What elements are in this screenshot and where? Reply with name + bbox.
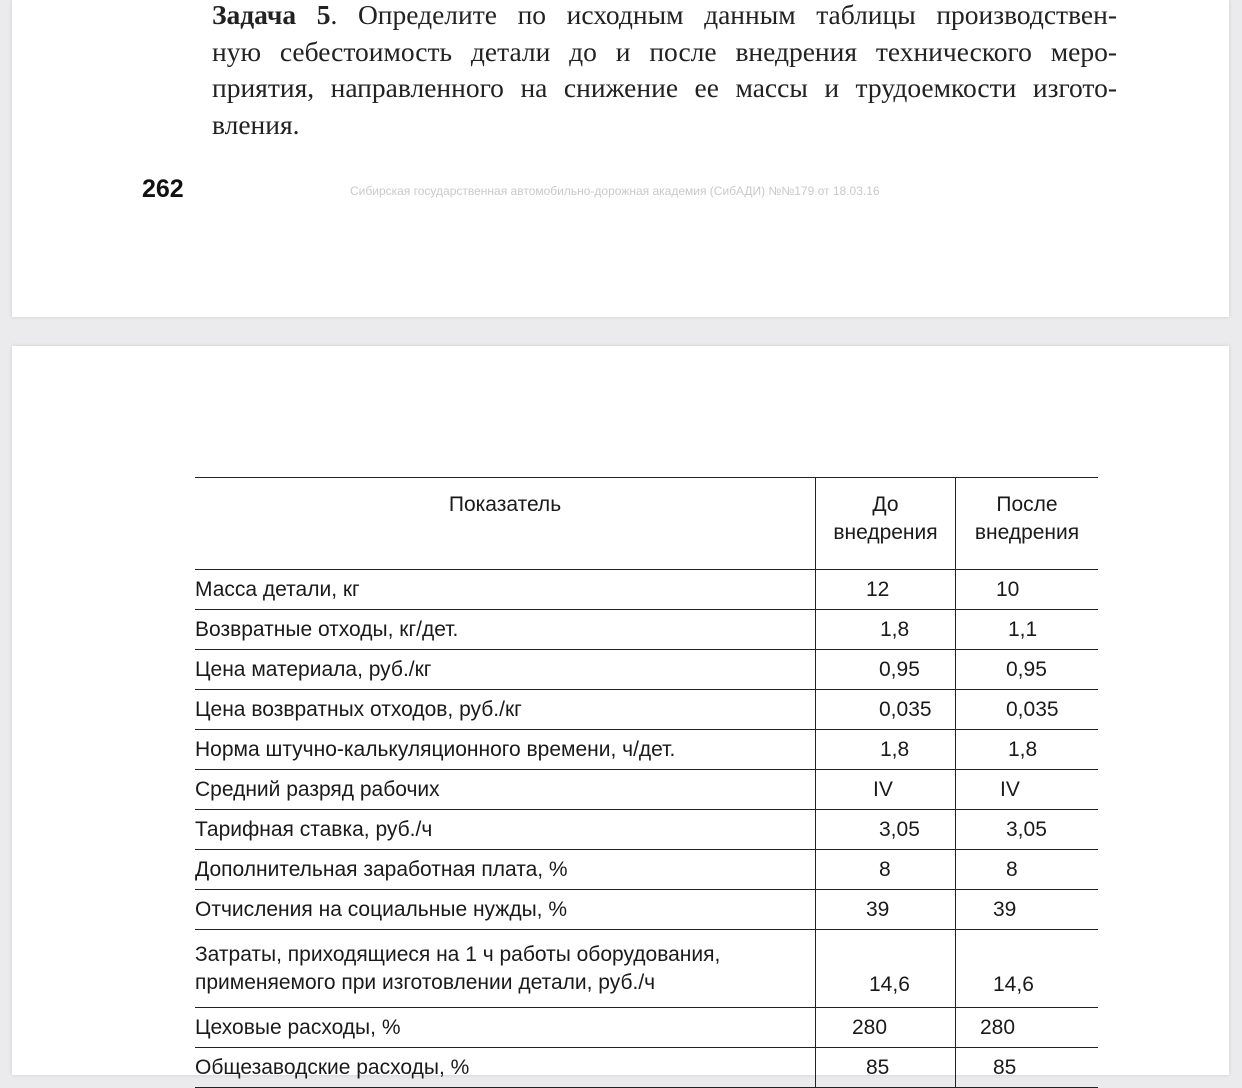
row-label: Масса детали, кг bbox=[195, 570, 816, 610]
row-after: 0,035 bbox=[956, 690, 1099, 730]
table-row bbox=[195, 1048, 1098, 1088]
row-before: 85 bbox=[816, 1048, 956, 1088]
task-text bbox=[212, 0, 1117, 143]
row-before: 12 bbox=[816, 570, 956, 610]
task-line-2: ную себестоимость детали до и после внедрения технического меро- bbox=[212, 35, 1117, 67]
row-label: Тарифная ставка, руб./ч bbox=[195, 810, 816, 850]
row-label: Цеховые расходы, % bbox=[195, 1008, 816, 1048]
table-row bbox=[195, 730, 1098, 770]
row-before: 14,6 bbox=[816, 930, 956, 1008]
table-row bbox=[195, 650, 1098, 690]
row-after: 3,05 bbox=[956, 810, 1099, 850]
row-label: Отчисления на социальные нужды, % bbox=[195, 890, 816, 930]
row-after: 1,1 bbox=[956, 610, 1099, 650]
row-before: 0,95 bbox=[816, 650, 956, 690]
row-after: 10 bbox=[956, 570, 1099, 610]
row-after: 0,95 bbox=[956, 650, 1099, 690]
table-row bbox=[195, 610, 1098, 650]
table-row bbox=[195, 850, 1098, 890]
page-number: 262 bbox=[142, 175, 184, 203]
table-header-row bbox=[195, 478, 1098, 570]
row-label: Норма штучно-калькуляционного времени, ч/дет. bbox=[195, 730, 816, 770]
task-line-4: вления. bbox=[212, 108, 300, 140]
data-table bbox=[195, 477, 1098, 1088]
table-row bbox=[195, 890, 1098, 930]
row-after: 39 bbox=[956, 890, 1099, 930]
row-before: 0,035 bbox=[816, 690, 956, 730]
table-row bbox=[195, 770, 1098, 810]
row-label: Средний разряд рабочих bbox=[195, 770, 816, 810]
row-after: 1,8 bbox=[956, 730, 1099, 770]
header-after: После внедрения bbox=[956, 478, 1099, 570]
row-after: 280 bbox=[956, 1008, 1099, 1048]
row-before: 1,8 bbox=[816, 730, 956, 770]
header-before: До внедрения bbox=[816, 478, 956, 570]
table-row bbox=[195, 1008, 1098, 1048]
watermark: Сибирская государственная автомобильно-дорожная академия (СибАДИ) №№179 от 18.03.16 bbox=[350, 184, 880, 198]
table-row bbox=[195, 930, 1098, 1008]
page-top bbox=[12, 0, 1229, 317]
header-indicator: Показатель bbox=[195, 478, 816, 570]
task-line-3: приятия, направленного на снижение ее массы и трудоемкости изгото- bbox=[212, 72, 1117, 103]
row-label: Дополнительная заработная плата, % bbox=[195, 850, 816, 890]
row-after: 8 bbox=[956, 850, 1099, 890]
row-after: 14,6 bbox=[956, 930, 1099, 1008]
row-before: 39 bbox=[816, 890, 956, 930]
row-label: Общезаводские расходы, % bbox=[195, 1048, 816, 1088]
row-label: Цена возвратных отходов, руб./кг bbox=[195, 690, 816, 730]
row-before: 1,8 bbox=[816, 610, 956, 650]
row-after: IV bbox=[956, 770, 1099, 810]
row-label: Затраты, приходящиеся на 1 ч работы оборудования, применяемого при изготовлении детали, руб./ч bbox=[195, 930, 816, 1008]
table-row bbox=[195, 810, 1098, 850]
task-line-1: Задача 5. Определите по исходным данным таблицы производствен- bbox=[212, 0, 1117, 30]
task-title: Задача 5 bbox=[212, 0, 331, 30]
table-row bbox=[195, 570, 1098, 610]
row-after: 85 bbox=[956, 1048, 1099, 1088]
row-before: 8 bbox=[816, 850, 956, 890]
row-before: 280 bbox=[816, 1008, 956, 1048]
page-bottom bbox=[12, 346, 1229, 1079]
row-label: Цена материала, руб./кг bbox=[195, 650, 816, 690]
table-row bbox=[195, 690, 1098, 730]
row-before: 3,05 bbox=[816, 810, 956, 850]
row-label: Возвратные отходы, кг/дет. bbox=[195, 610, 816, 650]
row-before: IV bbox=[816, 770, 956, 810]
